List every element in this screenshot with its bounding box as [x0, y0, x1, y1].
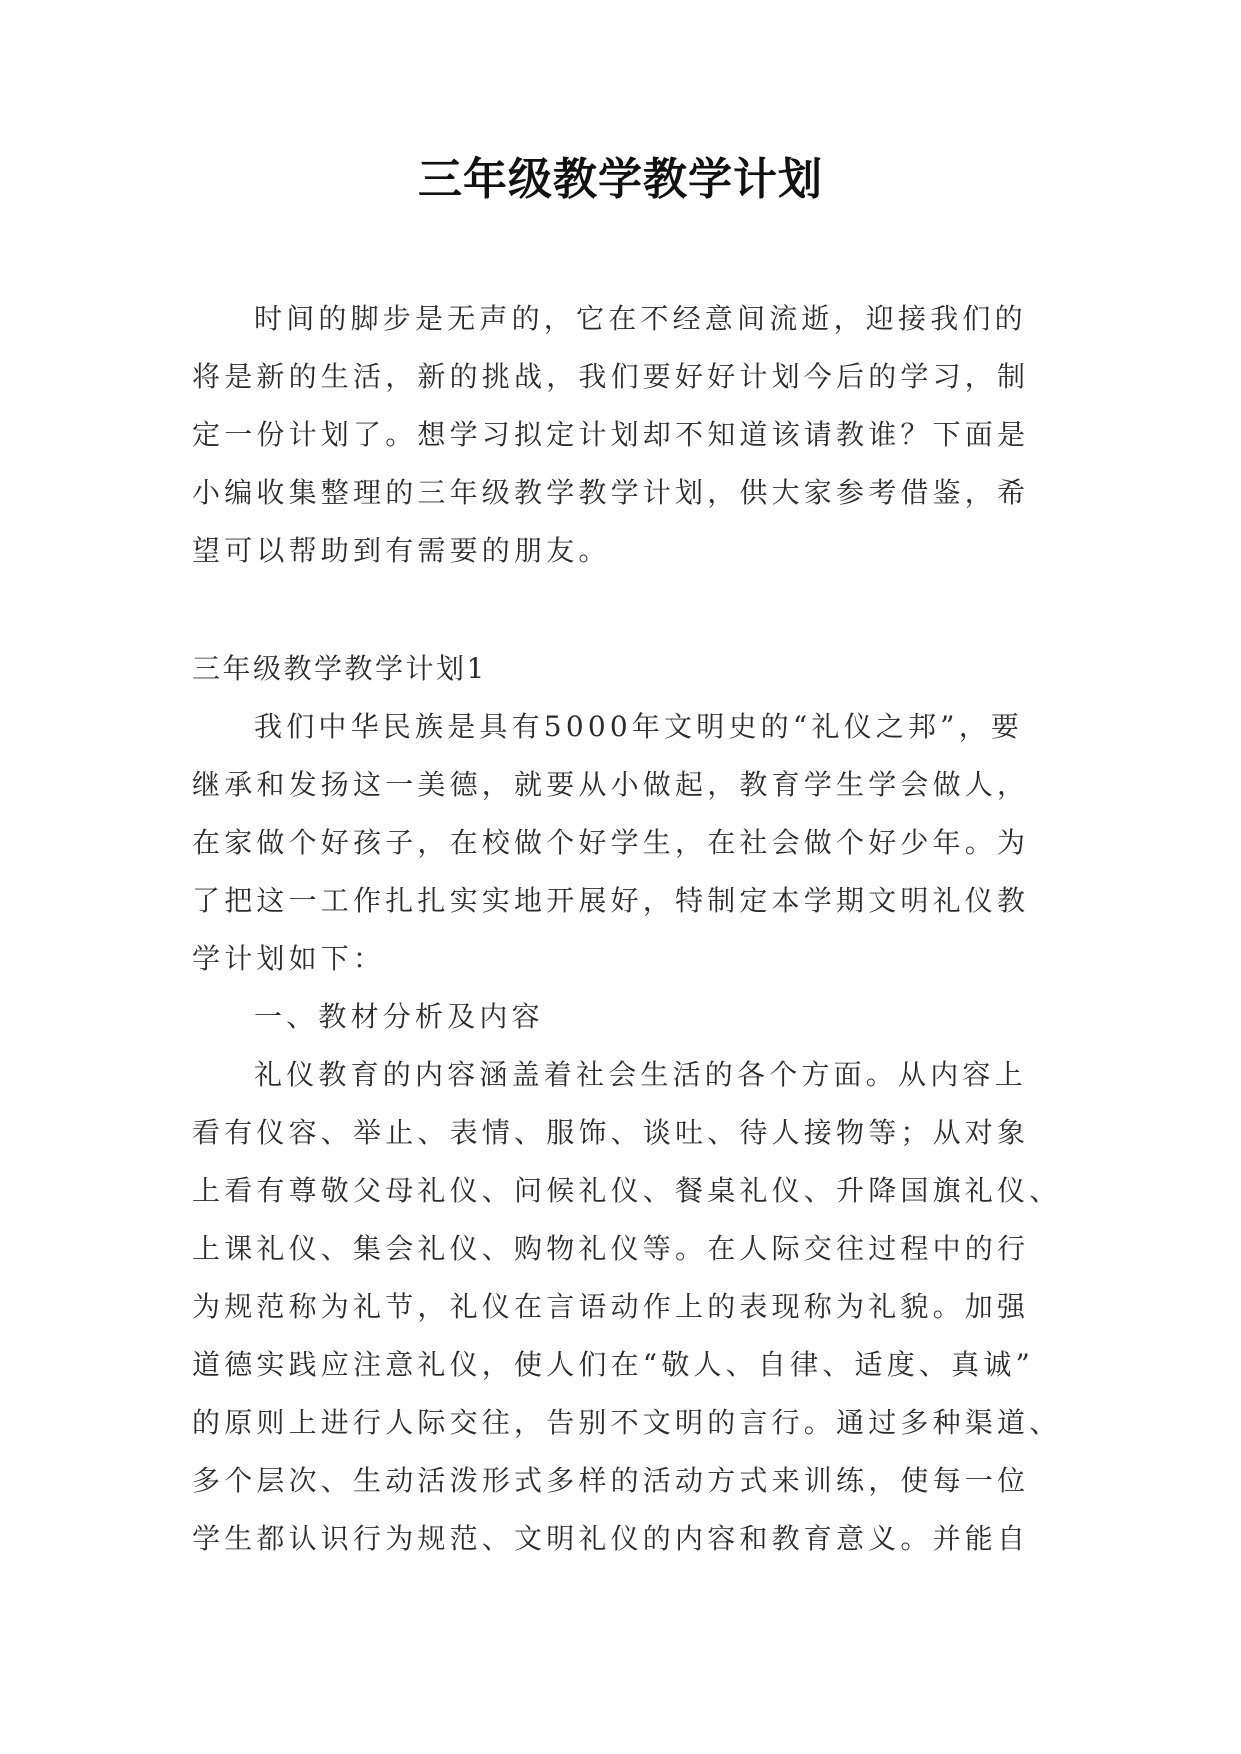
intro-line: 小编收集整理的三年级教学教学计划，供大家参考借鉴，希	[192, 476, 1030, 509]
intro-line: 时间的脚步是无声的，它在不经意间流逝，迎接我们的	[254, 302, 1027, 335]
section-heading: 三年级教学教学计划1	[192, 652, 487, 685]
paragraph-line: 道德实践应注意礼仪，使人们在“敬人、自律、适度、真诚”	[192, 1348, 1035, 1381]
intro-line: 望可以帮助到有需要的朋友。	[192, 534, 611, 567]
paragraph-line: 我们中华民族是具有5000年文明史的“礼仪之邦”，要	[254, 710, 1024, 743]
paragraph-line: 在家做个好孩子，在校做个好学生，在社会做个好少年。为	[192, 826, 1030, 859]
document-body	[192, 290, 1062, 1568]
paragraph-line: 继承和发扬这一美德，就要从小做起，教育学生学会做人，	[192, 768, 1030, 801]
paragraph-line: 看有仪容、举止、表情、服饰、谈吐、待人接物等；从对象	[192, 1116, 1030, 1149]
intro-paragraph	[192, 290, 1050, 580]
intro-line: 将是新的生活，新的挑战，我们要好好计划今后的学习，制	[192, 360, 1030, 393]
paragraph-line: 上课礼仪、集会礼仪、购物礼仪等。在人际交往过程中的行	[192, 1232, 1030, 1265]
paragraph-line: 礼仪教育的内容涵盖着社会生活的各个方面。从内容上	[254, 1058, 1027, 1091]
subheading: 一、教材分析及内容	[254, 1000, 544, 1033]
paragraph-line: 学生都认识行为规范、文明礼仪的内容和教育意义。并能自	[192, 1522, 1030, 1555]
paragraph-line: 为规范称为礼节，礼仪在言语动作上的表现称为礼貌。加强	[192, 1290, 1030, 1323]
paragraph-line: 上看有尊敬父母礼仪、问候礼仪、餐桌礼仪、升降国旗礼仪、	[192, 1174, 1062, 1207]
paragraph-gap	[192, 580, 1050, 640]
paragraph-line: 了把这一工作扎扎实实地开展好，特制定本学期文明礼仪教	[192, 884, 1030, 917]
section-paragraph-2	[192, 1046, 1062, 1568]
paragraph-line: 多个层次、生动活泼形式多样的活动方式来训练，使每一位	[192, 1464, 1030, 1497]
paragraph-line: 的原则上进行人际交往，告别不文明的言行。通过多种渠道、	[192, 1406, 1062, 1439]
intro-line: 定一份计划了。想学习拟定计划却不知道该请教谁？下面是	[192, 418, 1030, 451]
document-title: 三年级教学教学计划	[418, 154, 823, 205]
paragraph-line: 学计划如下：	[192, 942, 386, 975]
section-paragraph-1	[192, 698, 1050, 988]
